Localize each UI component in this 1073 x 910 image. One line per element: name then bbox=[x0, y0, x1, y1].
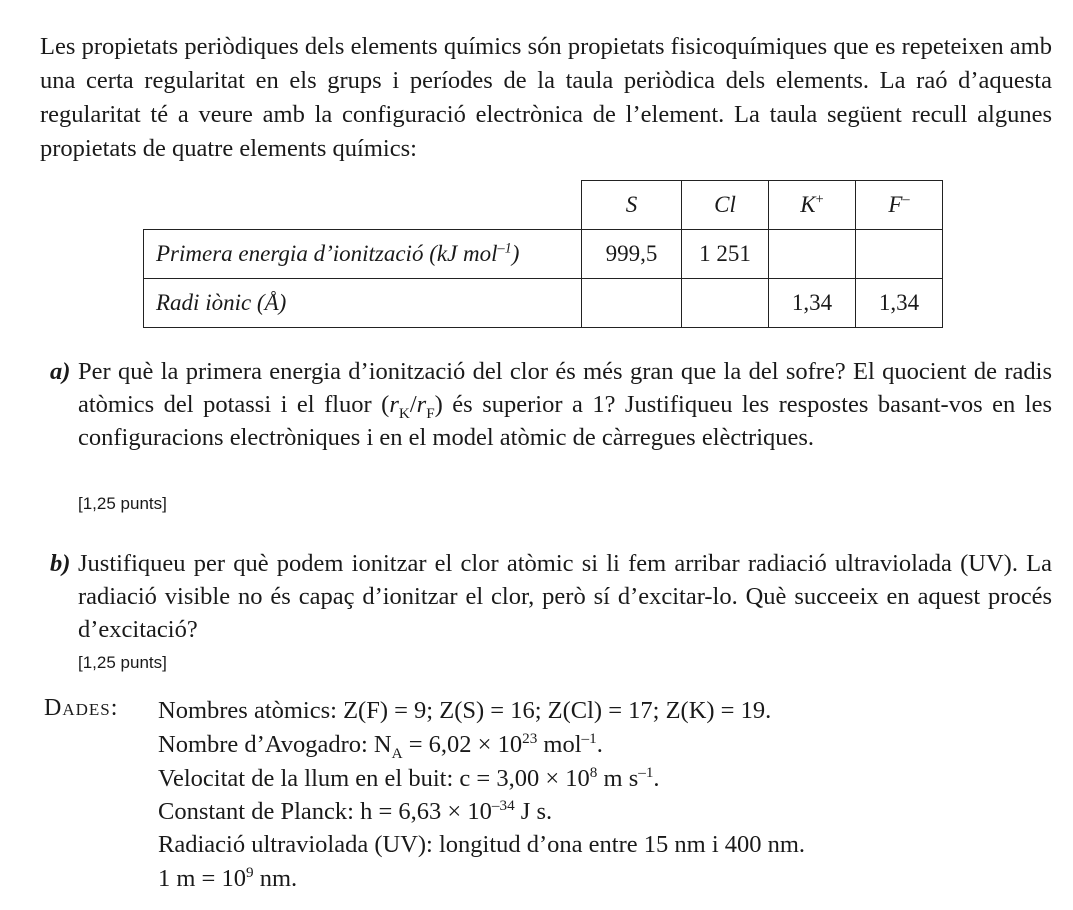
question-a-points: [1,25 punts] bbox=[78, 494, 167, 513]
table-cell: 1 251 bbox=[682, 230, 769, 279]
table-cell bbox=[682, 279, 769, 328]
table-cell: 1,34 bbox=[769, 279, 856, 328]
header-cell: F– bbox=[856, 181, 943, 230]
table-corner bbox=[144, 181, 582, 230]
question-b-letter: b) bbox=[50, 550, 71, 577]
dades-meter-conversion: 1 $m = 10^9$ nm. bbox=[158, 863, 298, 892]
dades-uv-range: Radiació ultraviolada (UV): longitud d’ona entre 15 nm i 400 nm. bbox=[158, 831, 806, 858]
header-cell: S bbox=[582, 181, 682, 230]
header-cell: K+ bbox=[769, 181, 856, 230]
dades-light-speed: Velocitat de la llum en el buit: $c = 3,00 \times 10^8$ m $s^{-1}$. bbox=[158, 763, 660, 792]
question-a bbox=[50, 355, 1052, 454]
dades-avogadro: Nombre d’Avogadro: $N_A = 6,02 \times 10^{23}$ mol$^{-1}$. bbox=[158, 729, 603, 762]
question-b-points: [1,25 punts] bbox=[78, 653, 167, 672]
table-cell bbox=[856, 230, 943, 279]
table-header-row bbox=[144, 181, 943, 230]
table-cell bbox=[769, 230, 856, 279]
table-row bbox=[144, 230, 943, 279]
question-a-letter: a) bbox=[50, 358, 71, 385]
properties-table bbox=[143, 180, 943, 328]
table-cell bbox=[582, 279, 682, 328]
row-label: Radi iònic (Å) bbox=[144, 279, 582, 328]
table-cell: 1,34 bbox=[856, 279, 943, 328]
question-b-text: Justifiqueu per què podem ionitzar el clor atòmic si li fem arribar radiació ultraviolada (UV). La radiació visible no és capaç d’ionitzar el clor, però sí d’excitar-lo. Què succeeix en aquest procés d’excitació? bbox=[78, 550, 1052, 643]
question-b bbox=[50, 547, 1052, 646]
dades-label: Dades: bbox=[44, 695, 119, 721]
dades-atomic-numbers: Nombres atòmics: Z(F) = 9; Z(S) = 16; Z(Cl) = 17; Z(K) = 19. bbox=[158, 697, 772, 724]
intro-paragraph: Les propietats periòdiques dels elements químics són propietats fisicoquímiques que es repeteixen amb una certa regularitat en els grups i períodes de la taula periòdica dels elements. La raó d’aquesta regularitat té a veure amb la configuració electrònica de l’element. La taula següent recull algunes propietats de quatre elements químics: bbox=[40, 33, 1052, 162]
question-a-text: Per què la primera energia d’ionització del clor és més gran que la del sofre? El quocient de radis atòmics del potassi i el fluor $(r_K/r_F)$ és superior a 1? Justifiqueu les respostes basant-vos en les configuracions electròniques i en el model atòmic de càrregues elèctriques. bbox=[78, 358, 1052, 451]
header-cell: Cl bbox=[682, 181, 769, 230]
dades-planck: Constant de Planck: $h = 6,63 \times 10^{-34}$ J s. bbox=[158, 796, 553, 825]
table-cell: 999,5 bbox=[582, 230, 682, 279]
row-label: Primera energia d’ionització (kJ mol$^{-1}$) bbox=[144, 230, 582, 279]
table-row bbox=[144, 279, 943, 328]
